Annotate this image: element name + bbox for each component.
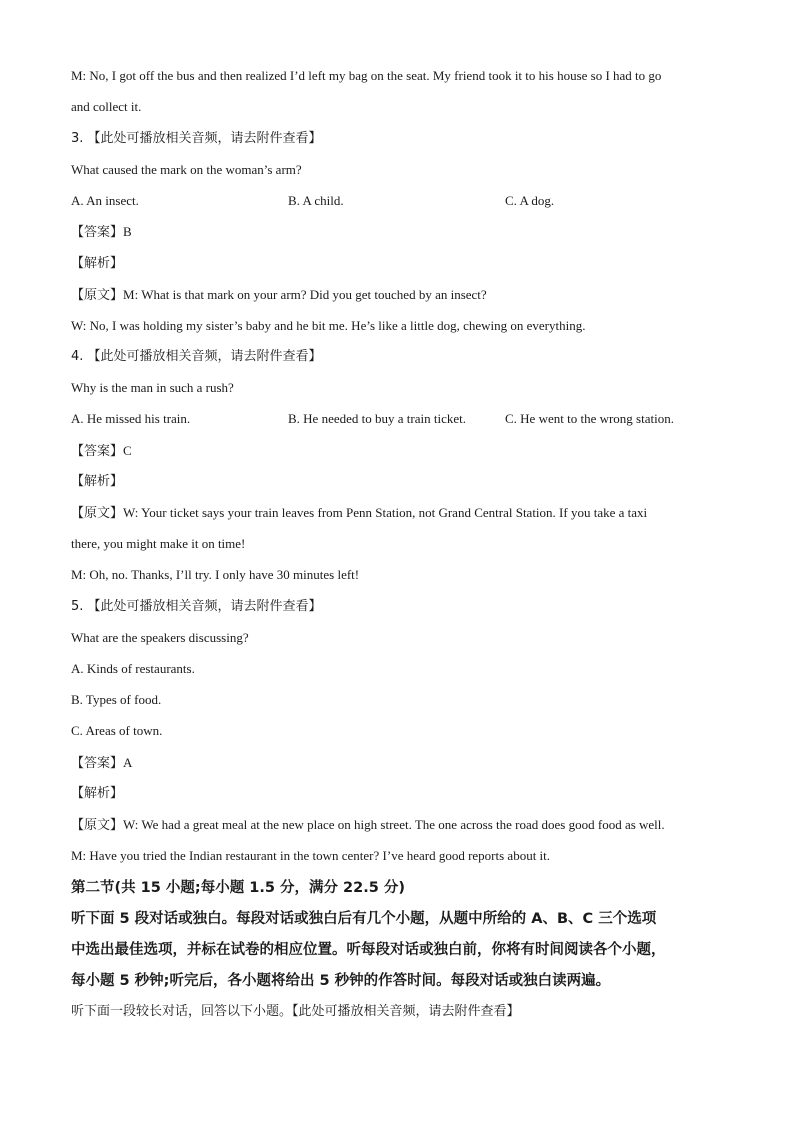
q4-option-c: C. He went to the wrong station. bbox=[505, 411, 674, 426]
q4-option-a: A. He missed his train. bbox=[71, 411, 191, 426]
q5-audio-note[interactable]: 5. 【此处可播放相关音频，请去附件查看】 bbox=[71, 599, 322, 614]
q4-answer-line bbox=[71, 443, 132, 460]
q3-option-c: C. A dog. bbox=[505, 193, 555, 208]
section2-instruction-line3: 每小题 5 秒钟;听完后，各小题将给出 5 秒钟的作答时间。每段对话或独白读两遍。 bbox=[71, 973, 611, 989]
original-label: 【原文】 bbox=[71, 288, 124, 303]
q3-answer-line bbox=[71, 224, 132, 241]
answer-label: 【答案】 bbox=[71, 225, 124, 240]
q3-option-a: A. An insect. bbox=[71, 193, 139, 208]
original-label: 【原文】 bbox=[71, 818, 124, 833]
q3-analysis-label: 【解析】 bbox=[71, 256, 124, 271]
q4-transcript-line3: M: Oh, no. Thanks, I’ll try. I only have 30 minutes left! bbox=[71, 567, 360, 582]
q5-option-c: C. Areas of town. bbox=[71, 723, 163, 738]
q3-transcript-line1: 【原文】M: What is that mark on your arm? Did you get touched by an insect? bbox=[71, 287, 487, 303]
q5-analysis-label: 【解析】 bbox=[71, 786, 124, 801]
q5-answer-line bbox=[71, 755, 132, 772]
q4-option-b: B. He needed to buy a train ticket. bbox=[288, 411, 466, 426]
q4-audio-note[interactable]: 4. 【此处可播放相关音频，请去附件查看】 bbox=[71, 349, 322, 364]
section2-instruction-line1: 听下面 5 段对话或独白。每段对话或独白后有几个小题，从题中所给的 A、B、C 三个选项 bbox=[71, 911, 657, 927]
q5-option-a: A. Kinds of restaurants. bbox=[71, 661, 195, 676]
q3-option-b: B. A child. bbox=[288, 193, 344, 208]
original-label: 【原文】 bbox=[71, 506, 124, 521]
q4-transcript-line2: there, you might make it on time! bbox=[71, 536, 246, 551]
q5-transcript-line2: M: Have you tried the Indian restaurant in the town center? I’ve heard good reports about it. bbox=[71, 848, 551, 863]
q3-transcript-line2: W: No, I was holding my sister’s baby and he bit me. He’s like a little dog, chewing on everything. bbox=[71, 318, 586, 333]
q5-transcript-line1: 【原文】W: We had a great meal at the new place on high street. The one across the road does good food as well. bbox=[71, 817, 665, 833]
section2-instruction-line2: 中选出最佳选项，并标在试卷的相应位置。听每段对话或独白前，你将有时间阅读各个小题， bbox=[71, 942, 666, 958]
q4-question: Why is the man in such a rush? bbox=[71, 380, 234, 395]
q5-answer: A bbox=[123, 755, 133, 770]
q3-audio-note[interactable]: 3. 【此处可播放相关音频，请去附件查看】 bbox=[71, 131, 322, 146]
answer-label: 【答案】 bbox=[71, 756, 124, 771]
q3-answer: B bbox=[123, 224, 132, 239]
q2-transcript-line1: M: No, I got off the bus and then realized I’d left my bag on the seat. My friend took it to his house so I had to go bbox=[71, 68, 662, 83]
q5-question: What are the speakers discussing? bbox=[71, 630, 249, 645]
q5-option-b: B. Types of food. bbox=[71, 692, 162, 707]
section2-heading: 第二节(共 15 小题;每小题 1.5 分，满分 22.5 分) bbox=[71, 880, 405, 896]
q3-question: What caused the mark on the woman’s arm? bbox=[71, 162, 302, 177]
section2-next-dialogue-note[interactable]: 听下面一段较长对话，回答以下小题。【此处可播放相关音频，请去附件查看】 bbox=[71, 1004, 520, 1019]
q4-answer: C bbox=[123, 443, 132, 458]
q4-analysis-label: 【解析】 bbox=[71, 474, 124, 489]
q2-transcript-line2: and collect it. bbox=[71, 99, 142, 114]
q4-transcript-line1: 【原文】W: Your ticket says your train leaves from Penn Station, not Grand Central Station. If you take a taxi bbox=[71, 505, 648, 521]
answer-label: 【答案】 bbox=[71, 444, 124, 459]
